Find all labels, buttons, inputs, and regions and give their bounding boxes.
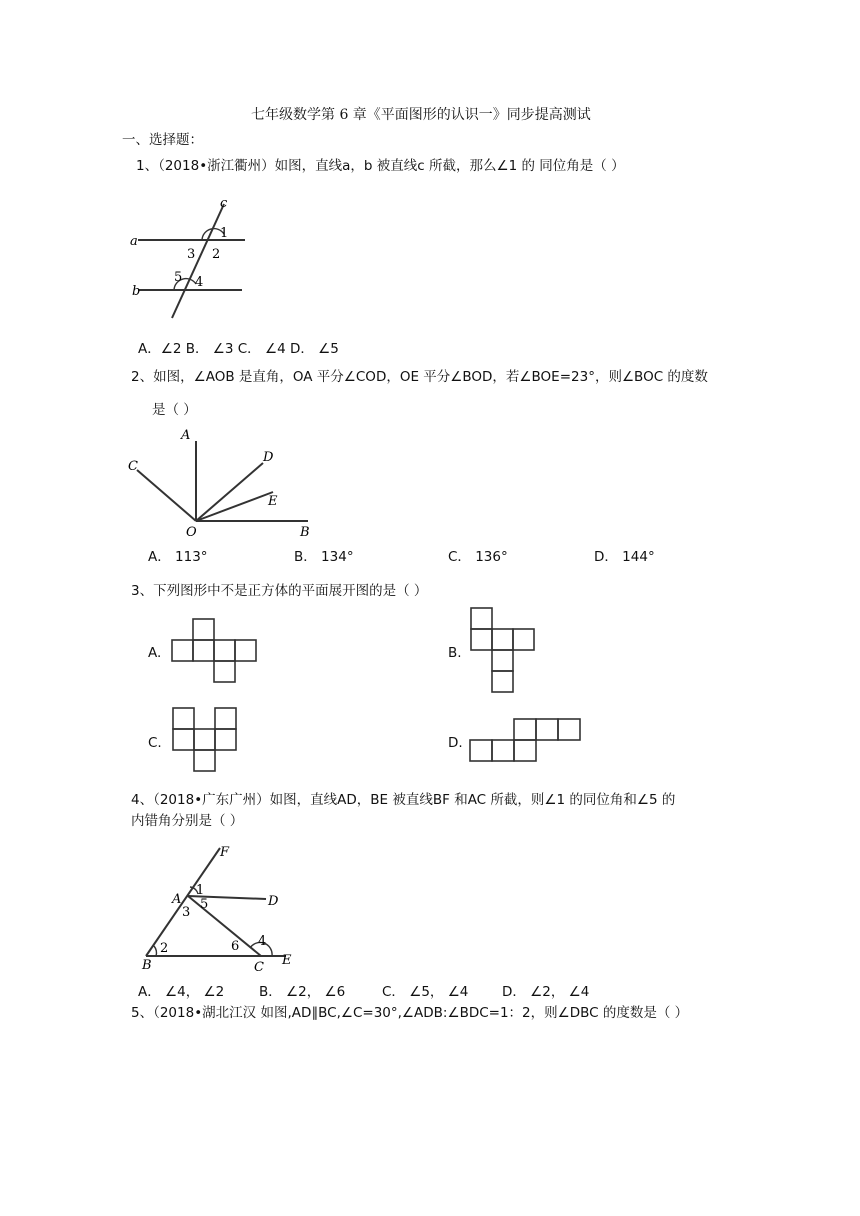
angle-1-label: 1 — [220, 226, 229, 241]
label-a: a — [130, 234, 138, 249]
label-F: F — [220, 845, 230, 860]
question-4-stem-line2: 内错角分别是（ ） — [131, 813, 244, 829]
label-D: D — [263, 450, 274, 465]
angle-6-label: 6 — [231, 939, 240, 954]
option-b-label: B. — [448, 645, 462, 661]
label-E: E — [268, 494, 278, 509]
angle-5-label: 5 — [174, 270, 183, 285]
angle-4-label: 4 — [258, 934, 267, 949]
option-d-label: D. — [448, 735, 463, 751]
net-b — [470, 607, 540, 697]
angle-3-label: 3 — [187, 247, 196, 262]
question-2-option-d: D． 144° — [594, 549, 655, 565]
question-2-figure — [126, 425, 326, 540]
angle-2-label: 2 — [160, 941, 169, 956]
net-d — [470, 718, 582, 766]
question-4-option-a: A． ∠4， ∠2 — [138, 984, 225, 1000]
question-2-stem-line2: 是（ ） — [152, 402, 197, 418]
label-B: B — [142, 958, 152, 973]
label-D: D — [268, 894, 279, 909]
question-1-options: A．∠2 B． ∠3 C． ∠4 D． ∠5 — [138, 341, 339, 357]
question-4-stem-line1: 4、（2018•广东广州）如图，直线AD，BE 被直线BF 和AC 所截，则∠1 的同位角和∠5 的 — [131, 792, 676, 808]
label-A: A — [181, 428, 191, 443]
question-4-option-d: D． ∠2， ∠4 — [502, 984, 590, 1000]
angle-4-label: 4 — [195, 275, 204, 290]
option-a-label: A. — [148, 645, 162, 661]
question-1-figure — [130, 192, 260, 327]
label-C: C — [254, 960, 264, 975]
question-2-option-a: A． 113° — [148, 549, 208, 565]
label-A: A — [172, 892, 182, 907]
question-4-option-c: C． ∠5， ∠4 — [382, 984, 469, 1000]
net-a — [172, 618, 262, 688]
question-2-option-b: B． 134° — [294, 549, 354, 565]
question-4-figure — [138, 842, 303, 975]
question-4-option-b: B． ∠2， ∠6 — [259, 984, 346, 1000]
question-2-stem-line1: 2、如图，∠AOB 是直角，OA 平分∠COD，OE 平分∠BOD，若∠BOE=23°，则∠BOC 的度数 — [131, 369, 708, 385]
question-2-option-c: C． 136° — [448, 549, 508, 565]
label-C: C — [128, 459, 138, 474]
label-O: O — [186, 525, 197, 540]
option-c-label: C. — [148, 735, 162, 751]
label-B: B — [300, 525, 310, 540]
question-5-stem: 5、（2018•湖北江汉 如图,AD∥BC,∠C=30°,∠ADB:∠BDC=1：2，则∠DBC 的度数是（ ） — [131, 1005, 689, 1021]
angle-1-label: 1 — [196, 883, 205, 898]
angle-3-label: 3 — [182, 905, 191, 920]
page-title: 七年级数学第 6 章《平面图形的认识一》同步提高测试 — [251, 107, 591, 123]
angle-2-label: 2 — [212, 247, 221, 262]
question-3-stem: 3、下列图形中不是正方体的平面展开图的是（ ） — [131, 583, 428, 599]
label-c: c — [220, 196, 228, 211]
net-c — [172, 707, 242, 777]
section-heading: 一、选择题： — [122, 132, 203, 148]
label-E: E — [282, 953, 292, 968]
label-b: b — [132, 284, 141, 299]
angle-5-label: 5 — [200, 897, 209, 912]
question-1-stem: 1、（2018•浙江衢州）如图，直线a，b 被直线c 所截，那么∠1 的 同位角是（ ） — [136, 158, 625, 174]
